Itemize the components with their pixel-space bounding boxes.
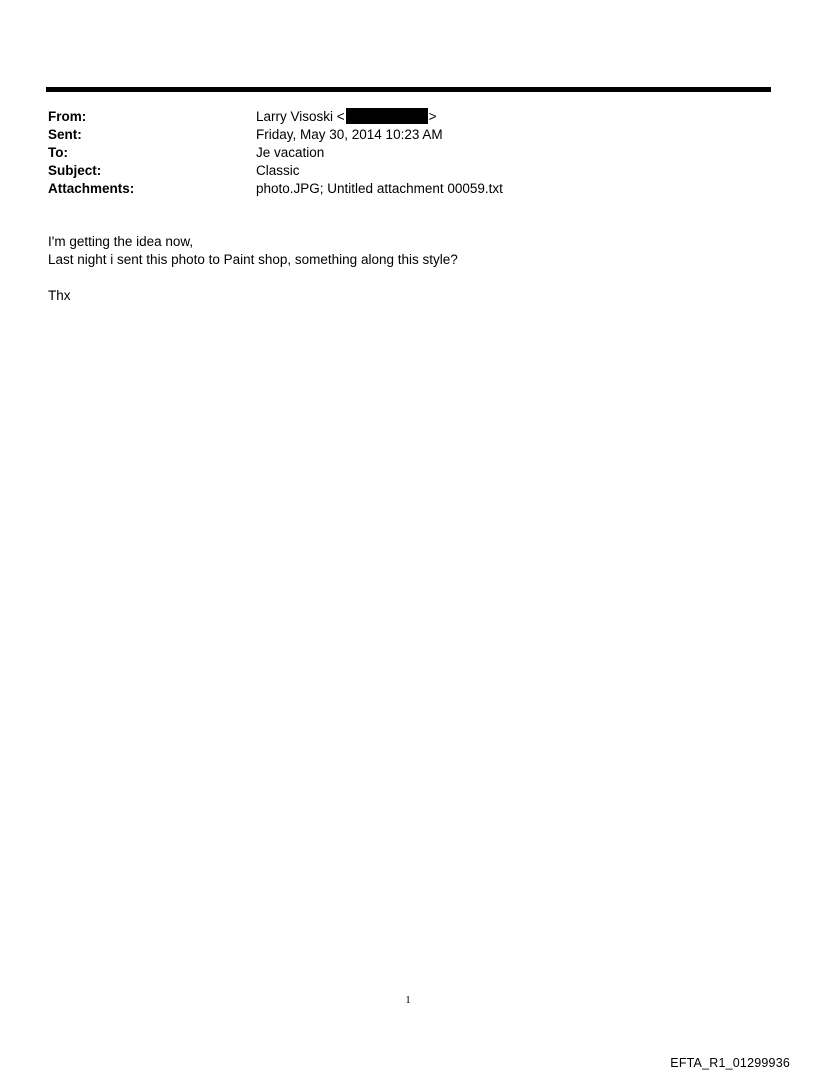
from-close: > <box>428 109 437 124</box>
subject-label: Subject: <box>48 163 102 178</box>
header-divider <box>46 87 771 92</box>
sent-row <box>48 126 748 144</box>
subject-value: Classic <box>256 163 300 178</box>
body-line-2: Last night i sent this photo to Paint shop, something along this style? <box>48 252 458 267</box>
attachments-value: photo.JPG; Untitled attachment 00059.txt <box>256 181 503 196</box>
body-spacer <box>48 269 458 287</box>
from-label: From: <box>48 109 87 124</box>
page-number: 1 <box>405 994 411 1006</box>
body-line-3: Thx <box>48 288 71 303</box>
to-row <box>48 144 748 162</box>
document-id: EFTA_R1_01299936 <box>670 1056 790 1070</box>
from-value <box>256 108 748 126</box>
redaction-block <box>346 108 428 124</box>
from-name: Larry Visoski < <box>256 109 345 124</box>
from-row <box>48 108 748 126</box>
attachments-row <box>48 180 748 198</box>
body-line-1: I'm getting the idea now, <box>48 234 194 249</box>
email-header <box>48 108 748 198</box>
attachments-label: Attachments: <box>48 181 135 196</box>
to-label: To: <box>48 145 68 160</box>
subject-row <box>48 162 748 180</box>
sent-label: Sent: <box>48 127 82 142</box>
email-body <box>48 233 458 305</box>
sent-value: Friday, May 30, 2014 10:23 AM <box>256 127 443 142</box>
to-value: Je vacation <box>256 145 325 160</box>
